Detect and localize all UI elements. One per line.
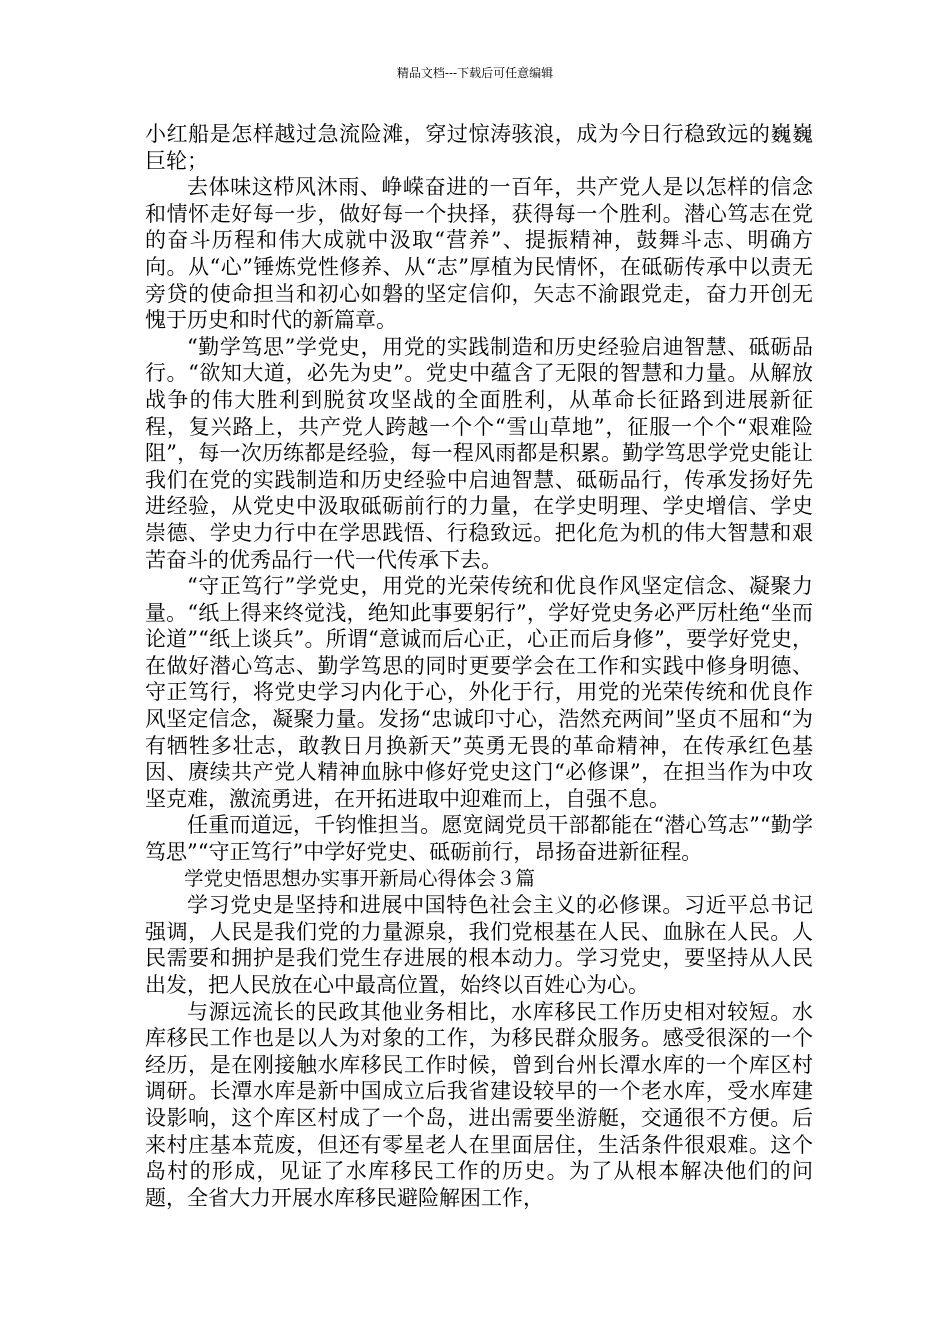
paragraph-3: “勤学笃思”学党史，用党的实践制造和历史经验启迪智慧、砥砺品行。“欲知大道，必先为史”。党史中蕴含了无限的智慧和力量。从解放战争的伟大胜利到脱贫攻坚战的全面胜利，从革命长征路到进展新征程，复兴路上，共产党人跨越一个个“雪山草地”，征服一个个“艰难险阻”，每一次历练都是经验，每一程风雨都是积累。勤学笃思学党史能让我们在党的实践制造和历史经验中启迪智慧、砥砺品行，传承发扬好先进经验，从党史中汲取砥砺前行的力量，在学史明理、学史增信、学史崇德、学史力行中在学思践悟、行稳致远。把化危为机的伟大智慧和艰苦奋斗的优秀品行一代一代传承下去。 (145, 334, 813, 572)
section-title: 学党史悟思想办实事开新局心得体会３篇 (184, 866, 536, 890)
paragraph-4: “守正笃行”学党史，用党的光荣传统和优良作风坚定信念、凝聚力量。“纸上得来终觉浅，绝知此事要躬行”，学好党史务必严厉杜绝“坐而论道”“纸上谈兵”。所谓“意诚而后心正，心正而后身修”，要学好党史，在做好潜心笃志、勤学笃思的同时更要学会在工作和实践中修身明德、守正笃行，将党史学习内化于心，外化于行，用党的光荣传统和优良作风坚定信念，凝聚力量。发扬“忠诚印寸心，浩然充两间”坚贞不屈和“为有牺牲多壮志，敢教日月换新天”英勇无畏的革命精神，在传承红色基因、赓续共产党人精神血脉中修好党史这门“必修课”，在担当作为中攻坚克难，激流勇进，在开拓进取中迎难而上，自强不息。 (145, 574, 813, 811)
page-header: 精品文档---下载后可任意编辑 (396, 66, 554, 80)
paragraph-5: 任重而道远，千钧惟担当。愿宽阔党员干部都能在“潜心笃志”“勤学笃思”“守正笃行”中学好党史、砥砺前行，昂扬奋进新征程。 (145, 813, 813, 865)
paragraph-2: 去体味这栉风沐雨、峥嵘奋进的一百年，共产党人是以怎样的信念和情怀走好每一步，做好每一个抉择，获得每一个胜利。潜心笃志在党的奋斗历程和伟大成就中汲取“营养”、提振精神，鼓舞斗志、明确方向。从“心”锤炼党性修养、从“志”厚植为民情怀，在砥砺传承中以责无旁贷的使命担当和初心如磐的坚定信仰，矢志不渝跟党走，奋力开创无愧于历史和时代的新篇章。 (145, 175, 813, 333)
paragraph-6: 学习党史是坚持和进展中国特色社会主义的必修课。习近平总书记强调，人民是我们党的力量源泉，我们党根基在人民、血脉在人民。人民需要和拥护是我们党生存进展的根本动力。学习党史，要坚持从人民出发，把人民放在心中最高位置，始终以百姓心为心。 (145, 893, 813, 997)
document-body (145, 121, 813, 1211)
paragraph-1: 小红船是怎样越过急流险滩，穿过惊涛骇浪，成为今日行稳致远的巍巍巨轮； (145, 122, 813, 173)
paragraph-7: 与源远流长的民政其他业务相比，水库移民工作历史相对较短。水库移民工作也是以人为对象的工作，为移民群众服务。感受很深的一个经历，是在刚接触水库移民工作时候，曾到台州长潭水库的一个库区村调研。长潭水库是新中国成立后我省建设较早的一个老水库，受水库建设影响，这个库区村成了一个岛，进出需要坐游艇，交通很不方便。后来村庄基本荒废，但还有零星老人在里面居住，生活条件很艰难。这个岛村的形成，见证了水库移民工作的历史。为了从根本解决他们的问题，全省大力开展水库移民避险解困工作， (145, 999, 813, 1210)
